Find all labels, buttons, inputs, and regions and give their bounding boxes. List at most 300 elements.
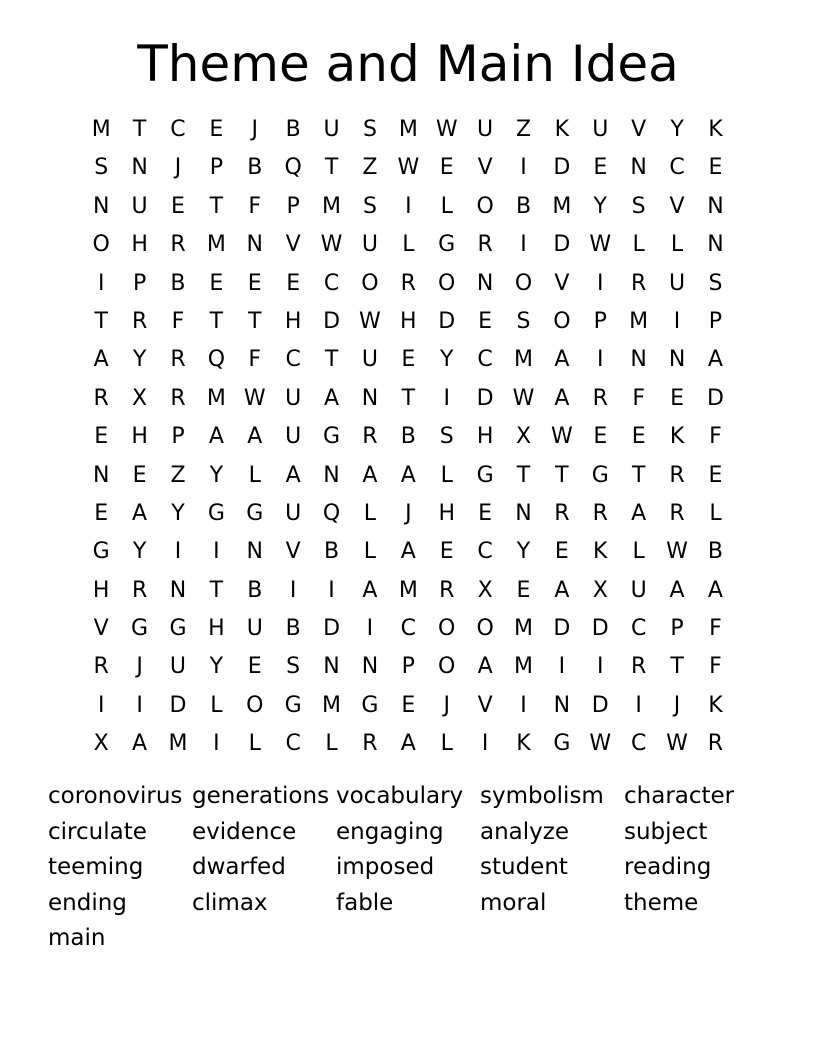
word-list-item: imposed xyxy=(336,854,435,881)
grid-row xyxy=(82,418,736,456)
grid-letter: I xyxy=(481,731,489,757)
grid-letter: M xyxy=(168,731,188,757)
word-list-item: ending xyxy=(48,889,127,916)
word-list-item: fable xyxy=(336,889,394,916)
grid-letter: F xyxy=(248,347,262,373)
grid-letter: J xyxy=(136,654,143,680)
grid-letter: J xyxy=(174,155,182,181)
grid-letter: T xyxy=(94,308,108,334)
grid-letter: N xyxy=(92,462,110,488)
grid-letter: G xyxy=(591,462,609,488)
word-list-item: circulate xyxy=(48,818,147,845)
grid-letter: U xyxy=(169,654,187,680)
grid-letter: R xyxy=(131,308,148,334)
grid-letter: M xyxy=(514,347,533,373)
grid-letter: H xyxy=(208,616,225,642)
grid-letter: G xyxy=(169,616,187,642)
grid-letter: W xyxy=(551,424,573,450)
grid-letter: A xyxy=(362,577,378,603)
grid-letter: O xyxy=(553,308,571,334)
grid-row xyxy=(82,149,736,187)
grid-letter: A xyxy=(247,424,263,450)
grid-letter: Y xyxy=(593,193,607,219)
grid-letter: S xyxy=(708,270,723,296)
grid-letter: E xyxy=(554,539,569,565)
grid-letter: G xyxy=(131,616,149,642)
grid-letter: Y xyxy=(439,347,454,373)
grid-letter: J xyxy=(443,692,450,718)
grid-letter: C xyxy=(400,616,416,642)
grid-letter: P xyxy=(670,616,684,642)
word-list xyxy=(48,779,778,957)
grid-letter: S xyxy=(362,193,377,219)
grid-letter: V xyxy=(631,117,647,142)
grid-letter: S xyxy=(439,424,454,450)
grid-letter: H xyxy=(400,308,417,334)
grid-letter: R xyxy=(592,500,608,526)
grid-letter: N xyxy=(707,232,724,258)
grid-letter: E xyxy=(478,500,493,526)
grid-letter: G xyxy=(553,731,571,757)
grid-letter: R xyxy=(131,577,148,603)
grid-letter: N xyxy=(630,347,647,373)
grid-letter: H xyxy=(131,424,148,450)
grid-letter: E xyxy=(247,270,262,296)
word-list-item: subject xyxy=(624,818,708,845)
grid-letter: B xyxy=(400,424,416,450)
grid-letter: J xyxy=(673,692,681,718)
grid-letter: M xyxy=(514,654,533,680)
grid-letter: V xyxy=(554,270,570,296)
grid-letter: B xyxy=(170,270,186,296)
grid-letter: T xyxy=(401,385,416,411)
grid-letter: E xyxy=(593,424,608,450)
grid-row xyxy=(82,226,736,264)
grid-letter: Z xyxy=(362,155,378,181)
grid-letter: K xyxy=(669,424,685,450)
grid-letter: W xyxy=(435,117,458,142)
grid-letter: Z xyxy=(170,462,186,488)
grid-letter: T xyxy=(132,117,147,142)
grid-letter: N xyxy=(668,347,686,373)
grid-letter: P xyxy=(209,155,223,181)
grid-letter: B xyxy=(285,117,301,142)
grid-letter: I xyxy=(405,193,412,219)
grid-letter: B xyxy=(285,616,301,642)
grid-letter: K xyxy=(554,117,570,142)
grid-letter: R xyxy=(669,462,685,488)
grid-letter: I xyxy=(289,577,297,603)
grid-letter: T xyxy=(209,308,224,334)
grid-letter: L xyxy=(363,539,377,565)
grid-row xyxy=(82,687,736,725)
grid-letter: C xyxy=(477,347,493,373)
word-list-item: theme xyxy=(624,889,699,916)
grid-letter: R xyxy=(477,232,493,258)
grid-letter: X xyxy=(515,424,532,450)
grid-letter: N xyxy=(553,692,571,718)
grid-letter: A xyxy=(400,539,416,565)
grid-letter: I xyxy=(443,385,450,411)
grid-letter: U xyxy=(361,232,378,258)
grid-letter: I xyxy=(597,347,604,373)
grid-letter: X xyxy=(477,577,493,603)
grid-letter: Y xyxy=(171,500,185,526)
grid-letter: E xyxy=(209,117,224,142)
grid-letter: E xyxy=(631,424,646,450)
grid-row xyxy=(82,495,736,533)
grid-letter: C xyxy=(669,155,685,181)
grid-letter: A xyxy=(554,347,570,373)
grid-letter: A xyxy=(554,385,570,411)
word-list-item: evidence xyxy=(192,818,297,845)
grid-letter: T xyxy=(209,193,224,219)
grid-letter: T xyxy=(670,654,684,680)
grid-letter: N xyxy=(246,539,263,565)
grid-letter: K xyxy=(708,117,723,142)
grid-letter: D xyxy=(553,155,571,181)
grid-row xyxy=(82,725,736,763)
grid-letter: A xyxy=(324,385,340,411)
grid-letter: I xyxy=(597,654,604,680)
word-list-item: dwarfed xyxy=(192,854,286,881)
grid-letter: R xyxy=(170,232,186,258)
grid-letter: I xyxy=(97,692,105,718)
grid-letter: A xyxy=(707,577,723,603)
grid-letter: P xyxy=(708,308,723,334)
grid-letter: I xyxy=(136,692,143,718)
grid-letter: R xyxy=(669,500,685,526)
grid-letter: N xyxy=(515,500,532,526)
grid-letter: R xyxy=(592,385,608,411)
letter-grid xyxy=(82,111,736,764)
grid-letter: M xyxy=(514,616,533,642)
grid-letter: N xyxy=(131,155,148,181)
grid-letter: L xyxy=(440,731,453,757)
grid-letter: B xyxy=(707,539,723,565)
grid-letter: U xyxy=(592,117,609,142)
grid-letter: P xyxy=(401,654,415,680)
word-list-item: analyze xyxy=(480,818,569,845)
grid-letter: I xyxy=(520,692,527,718)
grid-letter: E xyxy=(670,385,684,411)
grid-letter: E xyxy=(593,155,608,181)
grid-row xyxy=(82,111,736,149)
grid-letter: G xyxy=(361,692,379,718)
word-list-item: engaging xyxy=(336,818,444,845)
grid-letter: L xyxy=(248,462,261,488)
grid-letter: I xyxy=(635,692,642,718)
grid-row xyxy=(82,380,736,418)
grid-letter: U xyxy=(285,424,302,450)
grid-letter: L xyxy=(440,462,453,488)
grid-letter: Q xyxy=(284,155,302,181)
grid-letter: A xyxy=(554,577,570,603)
grid-letter: N xyxy=(323,462,340,488)
grid-letter: R xyxy=(93,385,109,411)
grid-letter: U xyxy=(323,117,340,142)
grid-letter: V xyxy=(285,539,301,565)
grid-letter: Y xyxy=(516,539,531,565)
grid-letter: W xyxy=(320,232,343,258)
grid-letter: W xyxy=(589,232,612,258)
grid-letter: O xyxy=(438,270,456,296)
grid-letter: H xyxy=(284,308,302,334)
grid-letter: L xyxy=(248,731,261,757)
grid-letter: O xyxy=(438,654,456,680)
grid-letter: L xyxy=(402,232,415,258)
grid-letter: B xyxy=(247,577,263,603)
grid-letter: B xyxy=(515,193,532,219)
grid-letter: J xyxy=(251,117,258,142)
grid-letter: D xyxy=(323,308,341,334)
grid-letter: M xyxy=(552,193,572,219)
grid-letter: E xyxy=(132,462,147,488)
grid-letter: A xyxy=(669,577,685,603)
grid-letter: W xyxy=(243,385,266,411)
grid-letter: R xyxy=(93,654,109,680)
grid-letter: O xyxy=(514,270,533,296)
grid-letter: C xyxy=(477,539,493,565)
grid-letter: R xyxy=(631,270,647,296)
grid-letter: N xyxy=(246,232,263,258)
grid-letter: F xyxy=(709,424,722,450)
grid-letter: R xyxy=(554,500,570,526)
grid-letter: S xyxy=(362,117,377,142)
grid-row xyxy=(82,610,736,648)
grid-letter: P xyxy=(593,308,607,334)
grid-letter: A xyxy=(400,731,416,757)
grid-letter: X xyxy=(93,731,109,757)
grid-row xyxy=(82,188,736,226)
grid-letter: A xyxy=(285,462,301,488)
grid-letter: I xyxy=(174,539,182,565)
grid-letter: L xyxy=(363,500,377,526)
grid-letter: H xyxy=(131,232,148,258)
word-list-item: reading xyxy=(624,854,712,881)
grid-letter: X xyxy=(132,385,148,411)
grid-letter: D xyxy=(591,692,609,718)
grid-letter: V xyxy=(669,193,685,219)
grid-letter: N xyxy=(630,155,647,181)
word-list-item: climax xyxy=(192,889,268,916)
grid-letter: F xyxy=(709,654,722,680)
grid-letter: V xyxy=(477,155,493,181)
grid-letter: E xyxy=(439,155,454,181)
grid-letter: A xyxy=(132,731,148,757)
grid-letter: W xyxy=(589,731,612,757)
grid-letter: M xyxy=(206,232,226,258)
grid-letter: I xyxy=(558,654,566,680)
grid-letter: V xyxy=(93,616,109,642)
grid-letter: C xyxy=(285,731,301,757)
grid-letter: Q xyxy=(322,500,341,526)
grid-letter: A xyxy=(132,500,148,526)
grid-letter: U xyxy=(361,347,378,373)
grid-letter: N xyxy=(323,654,340,680)
grid-letter: H xyxy=(438,500,455,526)
grid-letter: W xyxy=(666,731,688,757)
grid-letter: I xyxy=(213,731,220,757)
grid-letter: E xyxy=(439,539,454,565)
grid-letter: P xyxy=(132,270,147,296)
grid-letter: E xyxy=(708,462,723,488)
grid-row xyxy=(82,341,736,379)
grid-letter: K xyxy=(708,692,723,718)
grid-letter: V xyxy=(477,692,493,718)
grid-letter: R xyxy=(170,347,186,373)
grid-letter: T xyxy=(516,462,531,488)
grid-letter: D xyxy=(438,308,456,334)
grid-letter: K xyxy=(593,539,608,565)
grid-letter: O xyxy=(476,616,494,642)
word-list-item: moral xyxy=(480,889,547,916)
grid-letter: R xyxy=(400,270,416,296)
grid-letter: A xyxy=(208,424,224,450)
grid-letter: E xyxy=(286,270,301,296)
grid-letter: D xyxy=(476,385,494,411)
grid-letter: O xyxy=(476,193,494,219)
grid-letter: S xyxy=(94,155,109,181)
word-list-item: generations xyxy=(192,783,330,809)
grid-letter: W xyxy=(397,155,420,181)
grid-letter: C xyxy=(170,117,186,142)
grid-letter: U xyxy=(669,270,686,296)
word-list-item: student xyxy=(480,854,568,881)
grid-letter: U xyxy=(285,500,302,526)
grid-letter: I xyxy=(213,539,220,565)
grid-letter: G xyxy=(438,232,456,258)
grid-letter: N xyxy=(361,385,379,411)
grid-letter: U xyxy=(131,193,148,219)
grid-row xyxy=(82,533,736,571)
grid-letter: T xyxy=(209,577,224,603)
grid-letter: O xyxy=(246,692,264,718)
grid-letter: L xyxy=(210,692,223,718)
grid-letter: B xyxy=(247,155,263,181)
grid-letter: U xyxy=(630,577,647,603)
grid-letter: J xyxy=(405,500,412,526)
grid-letter: I xyxy=(673,308,681,334)
grid-letter: T xyxy=(248,308,262,334)
grid-letter: D xyxy=(591,616,609,642)
grid-letter: C xyxy=(630,616,647,642)
grid-letter: Y xyxy=(209,462,224,488)
grid-letter: M xyxy=(322,193,342,219)
grid-letter: L xyxy=(632,232,645,258)
grid-letter: F xyxy=(171,308,185,334)
grid-letter: E xyxy=(401,692,416,718)
grid-letter: C xyxy=(323,270,340,296)
grid-letter: E xyxy=(516,577,531,603)
grid-letter: E xyxy=(94,424,109,450)
grid-letter: T xyxy=(324,347,339,373)
grid-letter: K xyxy=(516,731,531,757)
grid-letter: N xyxy=(92,193,110,219)
grid-letter: V xyxy=(285,232,301,258)
grid-letter: A xyxy=(631,500,647,526)
grid-letter: W xyxy=(666,539,688,565)
grid-letter: R xyxy=(170,385,186,411)
grid-letter: D xyxy=(553,232,571,258)
grid-letter: L xyxy=(670,232,684,258)
grid-letter: G xyxy=(476,462,494,488)
grid-letter: T xyxy=(555,462,569,488)
grid-letter: G xyxy=(323,424,341,450)
grid-letter: S xyxy=(286,654,301,680)
grid-letter: C xyxy=(630,731,647,757)
grid-letter: I xyxy=(366,616,374,642)
grid-letter: D xyxy=(323,616,341,642)
word-list-item: symbolism xyxy=(480,783,604,809)
grid-letter: R xyxy=(362,731,378,757)
grid-letter: Y xyxy=(132,347,147,373)
grid-letter: F xyxy=(709,616,722,642)
word-list-item: teeming xyxy=(48,854,144,881)
grid-letter: R xyxy=(362,424,378,450)
grid-letter: E xyxy=(478,308,493,334)
grid-letter: U xyxy=(285,385,302,411)
grid-letter: H xyxy=(92,577,110,603)
grid-letter: M xyxy=(398,577,418,603)
grid-letter: E xyxy=(401,347,416,373)
grid-letter: L xyxy=(440,193,453,219)
grid-letter: W xyxy=(512,385,535,411)
grid-letter: S xyxy=(516,308,531,334)
grid-letter: M xyxy=(322,692,342,718)
grid-letter: G xyxy=(246,500,264,526)
grid-letter: Y xyxy=(209,654,224,680)
grid-letter: W xyxy=(359,308,381,334)
grid-letter: Z xyxy=(515,117,532,142)
grid-letter: I xyxy=(328,577,335,603)
grid-letter: M xyxy=(206,385,226,411)
grid-letter: N xyxy=(476,270,494,296)
word-list-item: coronovirus xyxy=(48,783,183,809)
grid-letter: G xyxy=(92,539,110,565)
grid-letter: F xyxy=(248,193,262,219)
grid-letter: D xyxy=(706,385,724,411)
grid-letter: P xyxy=(286,193,300,219)
grid-row xyxy=(82,265,736,303)
grid-letter: E xyxy=(94,500,109,526)
grid-row xyxy=(82,572,736,610)
grid-row xyxy=(82,303,736,341)
grid-letter: A xyxy=(477,654,493,680)
grid-row xyxy=(82,648,736,686)
grid-letter: G xyxy=(207,500,225,526)
grid-letter: I xyxy=(520,232,527,258)
grid-letter: F xyxy=(632,385,645,411)
grid-letter: M xyxy=(629,308,649,334)
page-title: Theme and Main Idea xyxy=(137,35,679,93)
grid-letter: A xyxy=(93,347,109,373)
grid-letter: N xyxy=(361,654,379,680)
grid-letter: G xyxy=(284,692,302,718)
grid-letter: N xyxy=(169,577,187,603)
word-list-item: main xyxy=(48,925,106,952)
grid-letter: Y xyxy=(132,539,147,565)
grid-letter: R xyxy=(439,577,455,603)
grid-letter: U xyxy=(246,616,263,642)
grid-row xyxy=(82,457,736,495)
word-list-item: vocabulary xyxy=(336,783,464,809)
grid-letter: L xyxy=(632,539,645,565)
grid-letter: O xyxy=(438,616,456,642)
grid-letter: P xyxy=(171,424,185,450)
grid-letter: R xyxy=(707,731,724,757)
grid-letter: C xyxy=(285,347,301,373)
